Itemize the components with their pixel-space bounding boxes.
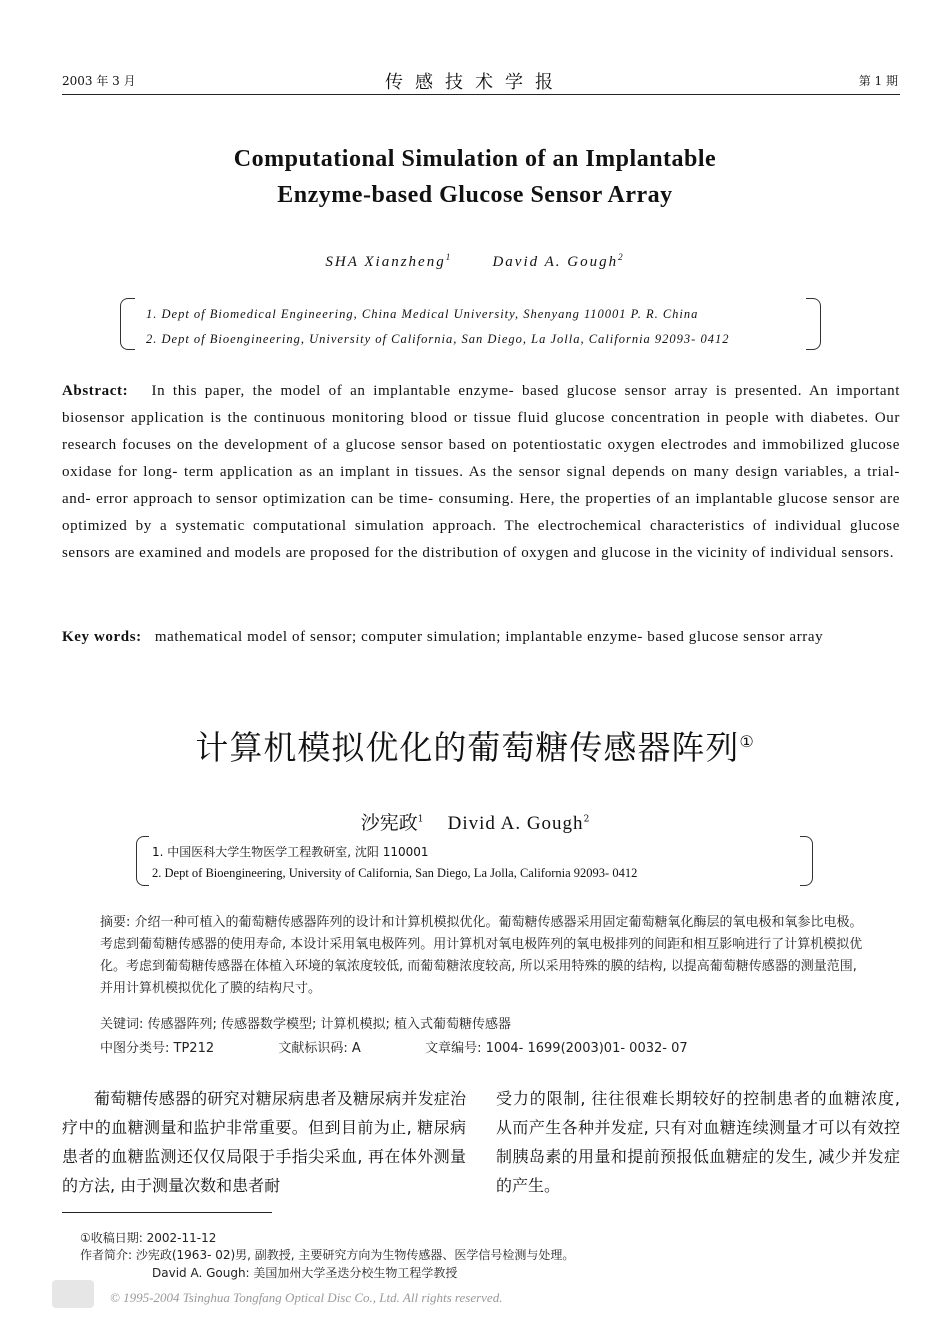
- abstract-text: In this paper, the model of an implantable enzyme- based glucose sensor array is presented. An important biosensor application is the continuous monitoring blood or tissue fluid glucose concentration in people with diabetes. Our research focuses on the development of a glucose sensor based on potentiostatic oxygen electrodes and immobilized glucose oxidase for long- term application as an implant in tissues. As the sensor signal depends on many design variables, a trial- and- error approach to sensor optimization can be time- consuming. Here, the properties of an implantable glucose sensor are optimized by a systematic computational simulation approach. The electrochemical characteristics of individual glucose sensors are examined and models are proposed for the distribution of oxygen and glucose in the vicinity of individual sensors.: [62, 383, 900, 561]
- article-number: 文章编号: 1004- 1699(2003)01- 0032- 07: [425, 1041, 688, 1056]
- title-footnote-mark: ①: [739, 732, 755, 751]
- author-name: 沙宪政: [360, 812, 418, 834]
- keywords-label: Key words:: [62, 629, 142, 645]
- classification-line: [100, 1038, 870, 1060]
- english-abstract: [62, 378, 900, 567]
- copyright-notice: © 1995-2004 Tsinghua Tongfang Optical Disc Co., Ltd. All rights reserved.: [110, 1290, 503, 1305]
- chinese-keywords: 关键词: 传感器阵列; 传感器数学模型; 计算机模拟; 植入式葡萄糖传感器: [100, 1017, 512, 1032]
- author-name: Divid A. Gough: [447, 813, 584, 834]
- english-keywords: [62, 624, 900, 651]
- chinese-title: [0, 722, 950, 769]
- right-brace: [800, 836, 813, 886]
- author-name: David A. Gough: [492, 254, 619, 270]
- chinese-title-text: 计算机模拟优化的葡萄糖传感器阵列: [195, 728, 740, 767]
- footnote-author1: 作者简介: 沙宪政(1963- 02)男, 副教授, 主要研究方向为生物传感器、医学信号检测与处理。: [80, 1248, 575, 1262]
- header-date: 2003 年 3 月: [62, 74, 136, 88]
- chinese-author-list: [0, 808, 950, 835]
- right-brace: [806, 298, 821, 350]
- chinese-affiliation-2: 2. Dept of Bioengineering, University of California, San Diego, La Jolla, California 92093- 0412: [152, 866, 638, 880]
- chinese-affiliation-1: 1. 中国医科大学生物医学工程教研室, 沈阳 110001: [152, 845, 429, 859]
- issue-number: 第 1 期: [858, 74, 898, 88]
- author-sup: 1: [417, 814, 424, 825]
- body-column-right: 受力的限制, 往往很难长期较好的控制患者的血糖浓度, 从而产生各种并发症, 只有对血糖连续测量才可以有效控制胰岛素的用量和提前预报低血糖症的发生, 减少并发症的产生。: [496, 1089, 900, 1195]
- affiliation-1: 1. Dept of Biomedical Engineering, China Medical University, Shenyang 110001 P. R. China: [146, 307, 699, 321]
- footnote-received: ①收稿日期: 2002-11-12: [80, 1231, 217, 1245]
- document-code: 文献标识码: A: [278, 1041, 361, 1056]
- author-sup: 2: [583, 814, 590, 825]
- author-sup: 2: [618, 252, 625, 262]
- author-sup: 1: [445, 252, 453, 262]
- chinese-abstract: 摘要: 介绍一种可植入的葡萄糖传感器阵列的设计和计算机模拟优化。葡萄糖传感器采用固定葡萄糖氧化酶层的氧电极和氧参比电极。考虑到葡萄糖传感器的使用寿命, 本设计采用氧电极阵列。用计算机对氧电极阵列的氧电极排列的间距和相互影响进行了计算机模拟优化。考虑到葡萄糖传感器在体植入环境的氧浓度较低, 而葡萄糖浓度较高, 所以采用特殊的膜的结构, 以提高葡萄糖传感器的测量范围, 并用计算机模拟优化了膜的结构尺寸。: [100, 915, 863, 996]
- paper-title-line2: Enzyme-based Glucose Sensor Array: [277, 182, 673, 208]
- header-rule: [62, 94, 900, 95]
- paper-title-line1: Computational Simulation of an Implantable: [233, 146, 717, 172]
- author-list: [0, 252, 950, 271]
- footnote-author2: David A. Gough: 美国加州大学圣迭分校生物工程学教授: [152, 1266, 458, 1280]
- abstract-label: Abstract:: [62, 383, 129, 399]
- journal-name: 传感技术学报: [385, 72, 565, 93]
- publisher-logo-icon: [52, 1280, 94, 1308]
- footnote-rule: [62, 1212, 272, 1213]
- left-brace: [136, 836, 149, 886]
- author-name: SHA Xianzheng: [325, 254, 446, 270]
- class-number: 中图分类号: TP212: [100, 1041, 215, 1056]
- body-column-left: 葡萄糖传感器的研究对糖尿病患者及糖尿病并发症治疗中的血糖测量和监护非常重要。但到目前为止, 糖尿病患者的血糖监测还仅仅局限于手指尖采血, 再在体外测量的方法, 由于测量次数和患者耐: [62, 1089, 466, 1195]
- left-brace: [120, 298, 135, 350]
- keywords-text: mathematical model of sensor; computer simulation; implantable enzyme- based glucose sensor array: [154, 629, 824, 645]
- affiliation-2: 2. Dept of Bioengineering, University of California, San Diego, La Jolla, California 92093- 0412: [146, 332, 730, 346]
